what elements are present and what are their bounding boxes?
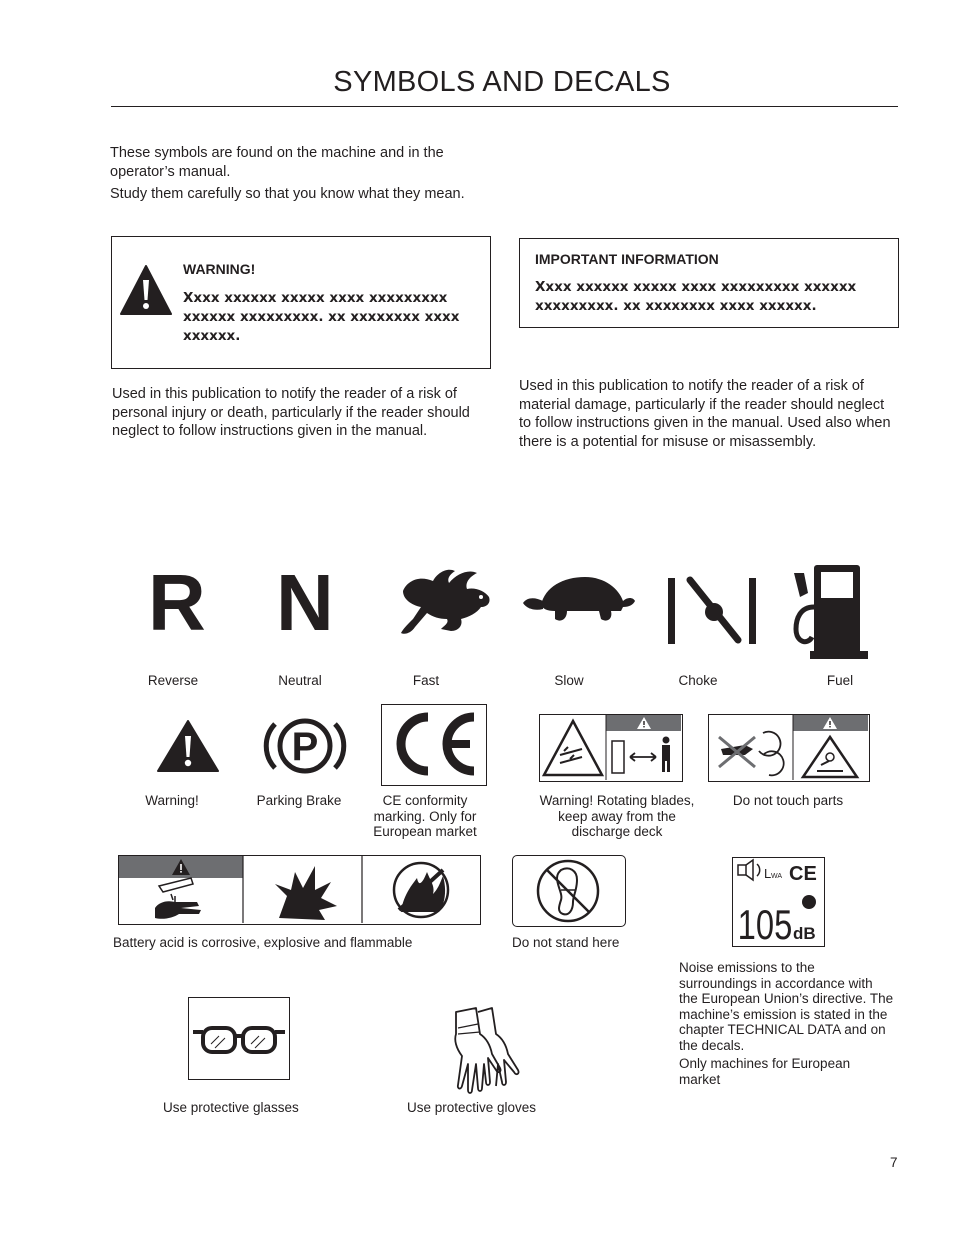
fuel-pump-icon <box>790 563 872 661</box>
choke-caption: Choke <box>678 673 718 688</box>
noise-unit: dB <box>793 924 816 943</box>
do-not-touch-caption: Do not touch parts <box>732 793 844 808</box>
info-description: Used in this publication to notify the reader of a risk of material damage, particularly if the reader should neglect to follow instructions given in the manual. Used also when there is a potential for misuse or misassembly. <box>519 378 891 450</box>
battery-acid-decal <box>118 855 481 925</box>
noise-value: 105 <box>737 901 793 945</box>
info-heading: IMPORTANT INFORMATION <box>535 251 719 267</box>
battery-caption: Battery acid is corrosive, explosive and flammable <box>113 935 413 950</box>
fuel-caption: Fuel <box>826 673 854 688</box>
do-not-touch-decal <box>708 714 870 782</box>
do-not-stand-caption: Do not stand here <box>512 935 620 950</box>
rotating-blades-caption: Warning! Rotating blades, keep away from the discharge deck <box>539 793 695 839</box>
info-box <box>519 238 899 328</box>
gloves-caption: Use protective gloves <box>407 1100 537 1115</box>
neutral-caption: Neutral <box>278 673 322 688</box>
noise-ce-mark: CE <box>789 863 817 885</box>
fast-caption: Fast <box>412 673 440 688</box>
warning-body: Xxxx xxxxxx xxxxx xxxx xxxxxxxxx xxxxxx xxxxxxxxx. xx xxxxxxxx xxxx xxxxxx. <box>183 290 460 344</box>
safety-glasses-icon <box>188 997 290 1080</box>
noise-caption: Noise emissions to the surroundings in accordance with the European Union’s directive. The machine’s emission is stated in the chapter TECHNICAL DATA and on the decals. <box>679 960 894 1053</box>
warning-caption: Warning! <box>145 793 199 808</box>
intro-text-2: Study them carefully so that you know what they mean. <box>110 186 465 202</box>
page-title: SYMBOLS AND DECALS <box>333 66 671 98</box>
ce-mark-icon <box>381 704 487 786</box>
parking-brake-icon <box>261 714 349 778</box>
warning-triangle-icon <box>119 264 173 316</box>
page-number: 7 <box>890 1155 898 1170</box>
rabbit-icon <box>397 565 495 637</box>
warning-box <box>111 236 491 369</box>
no-foot-icon <box>512 855 626 927</box>
warning-triangle-icon <box>156 719 220 773</box>
parking-brake-caption: Parking Brake <box>256 793 342 808</box>
parking-brake-letter: P <box>291 725 319 769</box>
slow-caption: Slow <box>554 673 584 688</box>
noise-label-icon <box>732 857 825 947</box>
noise-market-note: Only machines for European market <box>679 1056 851 1087</box>
reverse-symbol: R <box>148 558 206 647</box>
neutral-symbol: N <box>276 558 334 647</box>
choke-icon <box>666 574 762 646</box>
title-divider <box>111 106 898 107</box>
info-body: Xxxx xxxxxx xxxxx xxxx xxxxxxxxx xxxxxx xxxxxxxxx. xx xxxxxxxx xxxx xxxxxx. <box>535 279 857 314</box>
turtle-icon <box>523 575 635 627</box>
ce-caption: CE conformity marking. Only for European market <box>373 793 477 839</box>
rotating-blades-decal <box>539 714 683 782</box>
noise-lwa-label: L <box>764 866 772 881</box>
intro-text-1: These symbols are found on the machine and in the operator’s manual. <box>110 145 444 180</box>
gloves-icon <box>426 1004 522 1094</box>
warning-description: Used in this publication to notify the reader of a risk of personal injury or death, particularly if the reader should neglect to follow instructions given in the manual. <box>112 386 470 439</box>
glasses-caption: Use protective glasses <box>163 1100 299 1115</box>
noise-lwa-subscript: WA <box>771 873 783 880</box>
reverse-caption: Reverse <box>147 673 199 688</box>
warning-heading: WARNING! <box>183 261 256 277</box>
